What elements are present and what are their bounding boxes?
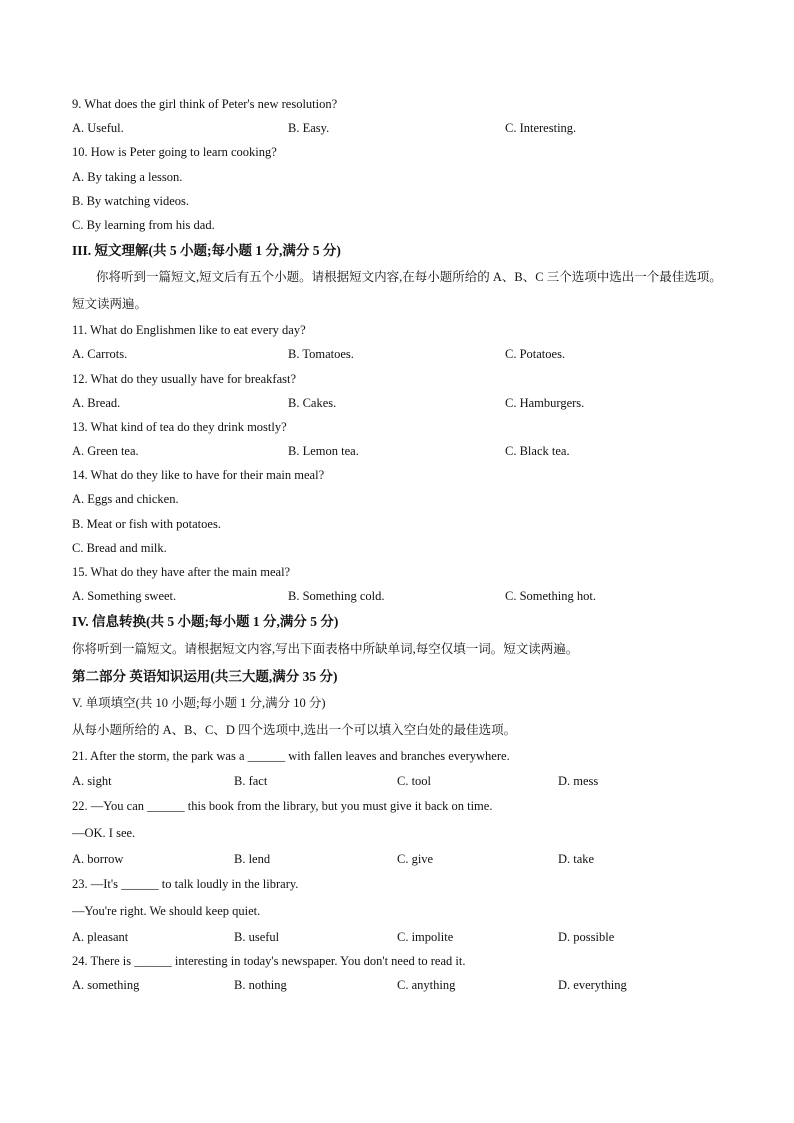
option-b: B. Cakes.	[288, 395, 337, 410]
question-14-stem: 14. What do they like to have for their main meal?	[72, 468, 325, 483]
option-c: C. Something hot.	[505, 589, 596, 604]
question-15-stem: 15. What do they have after the main meal?	[72, 565, 291, 579]
option-a: A. Eggs and chicken.	[72, 492, 179, 507]
option-c: C. Bread and milk.	[72, 540, 167, 555]
question-24-stem: 24. There is ______ interesting in today's newspaper. You don't need to read it.	[72, 954, 466, 969]
question-12-stem: 12. What do they usually have for breakfast?	[72, 371, 296, 386]
option-d: D. possible	[558, 929, 615, 944]
question-23-options	[72, 925, 732, 949]
option-c: C. Potatoes.	[505, 347, 566, 362]
option-b: B. Lemon tea.	[288, 444, 359, 459]
option-a: A. something	[72, 978, 140, 993]
question-23-reply: —You're right. We should keep quiet.	[72, 903, 261, 918]
option-a: A. sight	[72, 773, 112, 788]
option-c: C. tool	[397, 773, 432, 788]
section-4-title: IV. 信息转换(共 5 小题;每小题 1 分,满分 5 分)	[72, 614, 339, 630]
option-a: A. Carrots.	[72, 347, 128, 362]
option-c: C. Hamburgers.	[505, 395, 585, 410]
option-b: B. Tomatoes.	[288, 347, 354, 362]
question-22-options	[72, 847, 732, 871]
question-13-options	[72, 439, 732, 463]
section-5-title: V. 单项填空(共 10 小题;每小题 1 分,满分 10 分)	[72, 696, 326, 711]
option-c: C. Interesting.	[505, 121, 577, 136]
option-a: A. borrow	[72, 851, 124, 866]
option-b: B. Something cold.	[288, 589, 385, 604]
question-23-stem: 23. —It's ______ to talk loudly in the library.	[72, 876, 299, 891]
section-3-instruction: 你将听到一篇短文,短文后有五个小题。请根据短文内容,在每小题所给的 A、B、C 三个选项中选出一个最佳选项。短文读两遍。	[72, 270, 722, 312]
option-c: C. By learning from his dad.	[72, 217, 215, 232]
section-3-title: III. 短文理解(共 5 小题;每小题 1 分,满分 5 分)	[72, 243, 341, 259]
question-9-options	[72, 116, 732, 140]
option-a: A. Useful.	[72, 121, 124, 136]
option-d: D. everything	[558, 978, 627, 993]
option-c: C. give	[397, 851, 434, 866]
question-13-stem: 13. What kind of tea do they drink mostly?	[72, 419, 287, 434]
option-b: B. Meat or fish with potatoes.	[72, 516, 221, 531]
question-12-options	[72, 391, 732, 415]
option-b: B. nothing	[234, 978, 287, 993]
question-15-options	[72, 584, 732, 608]
option-d: D. take	[558, 851, 595, 866]
exam-page	[72, 92, 732, 998]
question-22-reply: —OK. I see.	[72, 825, 136, 840]
question-9-stem: 9. What does the girl think of Peter's new resolution?	[72, 97, 338, 111]
option-a: A. pleasant	[72, 929, 129, 944]
option-b: B. By watching videos.	[72, 193, 190, 208]
option-a: A. By taking a lesson.	[72, 169, 183, 184]
option-c: C. impolite	[397, 929, 454, 944]
option-a: A. Something sweet.	[72, 589, 177, 604]
option-b: B. useful	[234, 929, 280, 944]
question-21-options	[72, 769, 732, 793]
option-a: A. Green tea.	[72, 444, 139, 459]
option-d: D. mess	[558, 773, 599, 788]
option-c: C. anything	[397, 978, 456, 993]
option-b: B. lend	[234, 851, 271, 866]
option-b: B. fact	[234, 773, 268, 788]
question-24-options	[72, 973, 732, 997]
option-a: A. Bread.	[72, 395, 121, 410]
question-10-stem: 10. How is Peter going to learn cooking?	[72, 145, 277, 160]
section-4-instruction: 你将听到一篇短文。请根据短文内容,写出下面表格中所缺单词,每空仅填一词。短文读两遍。	[72, 642, 579, 657]
question-11-options	[72, 342, 732, 366]
question-22-stem: 22. —You can ______ this book from the library, but you must give it back on time.	[72, 798, 493, 813]
question-21-stem: 21. After the storm, the park was a ______ with fallen leaves and branches everywhere.	[72, 749, 510, 764]
part-2-title: 第二部分 英语知识运用(共三大题,满分 35 分)	[72, 669, 338, 685]
option-c: C. Black tea.	[505, 444, 570, 459]
option-b: B. Easy.	[288, 121, 330, 136]
section-5-instruction: 从每小题所给的 A、B、C、D 四个选项中,选出一个可以填入空白处的最佳选项。	[72, 723, 517, 738]
question-11-stem: 11. What do Englishmen like to eat every day?	[72, 323, 306, 338]
